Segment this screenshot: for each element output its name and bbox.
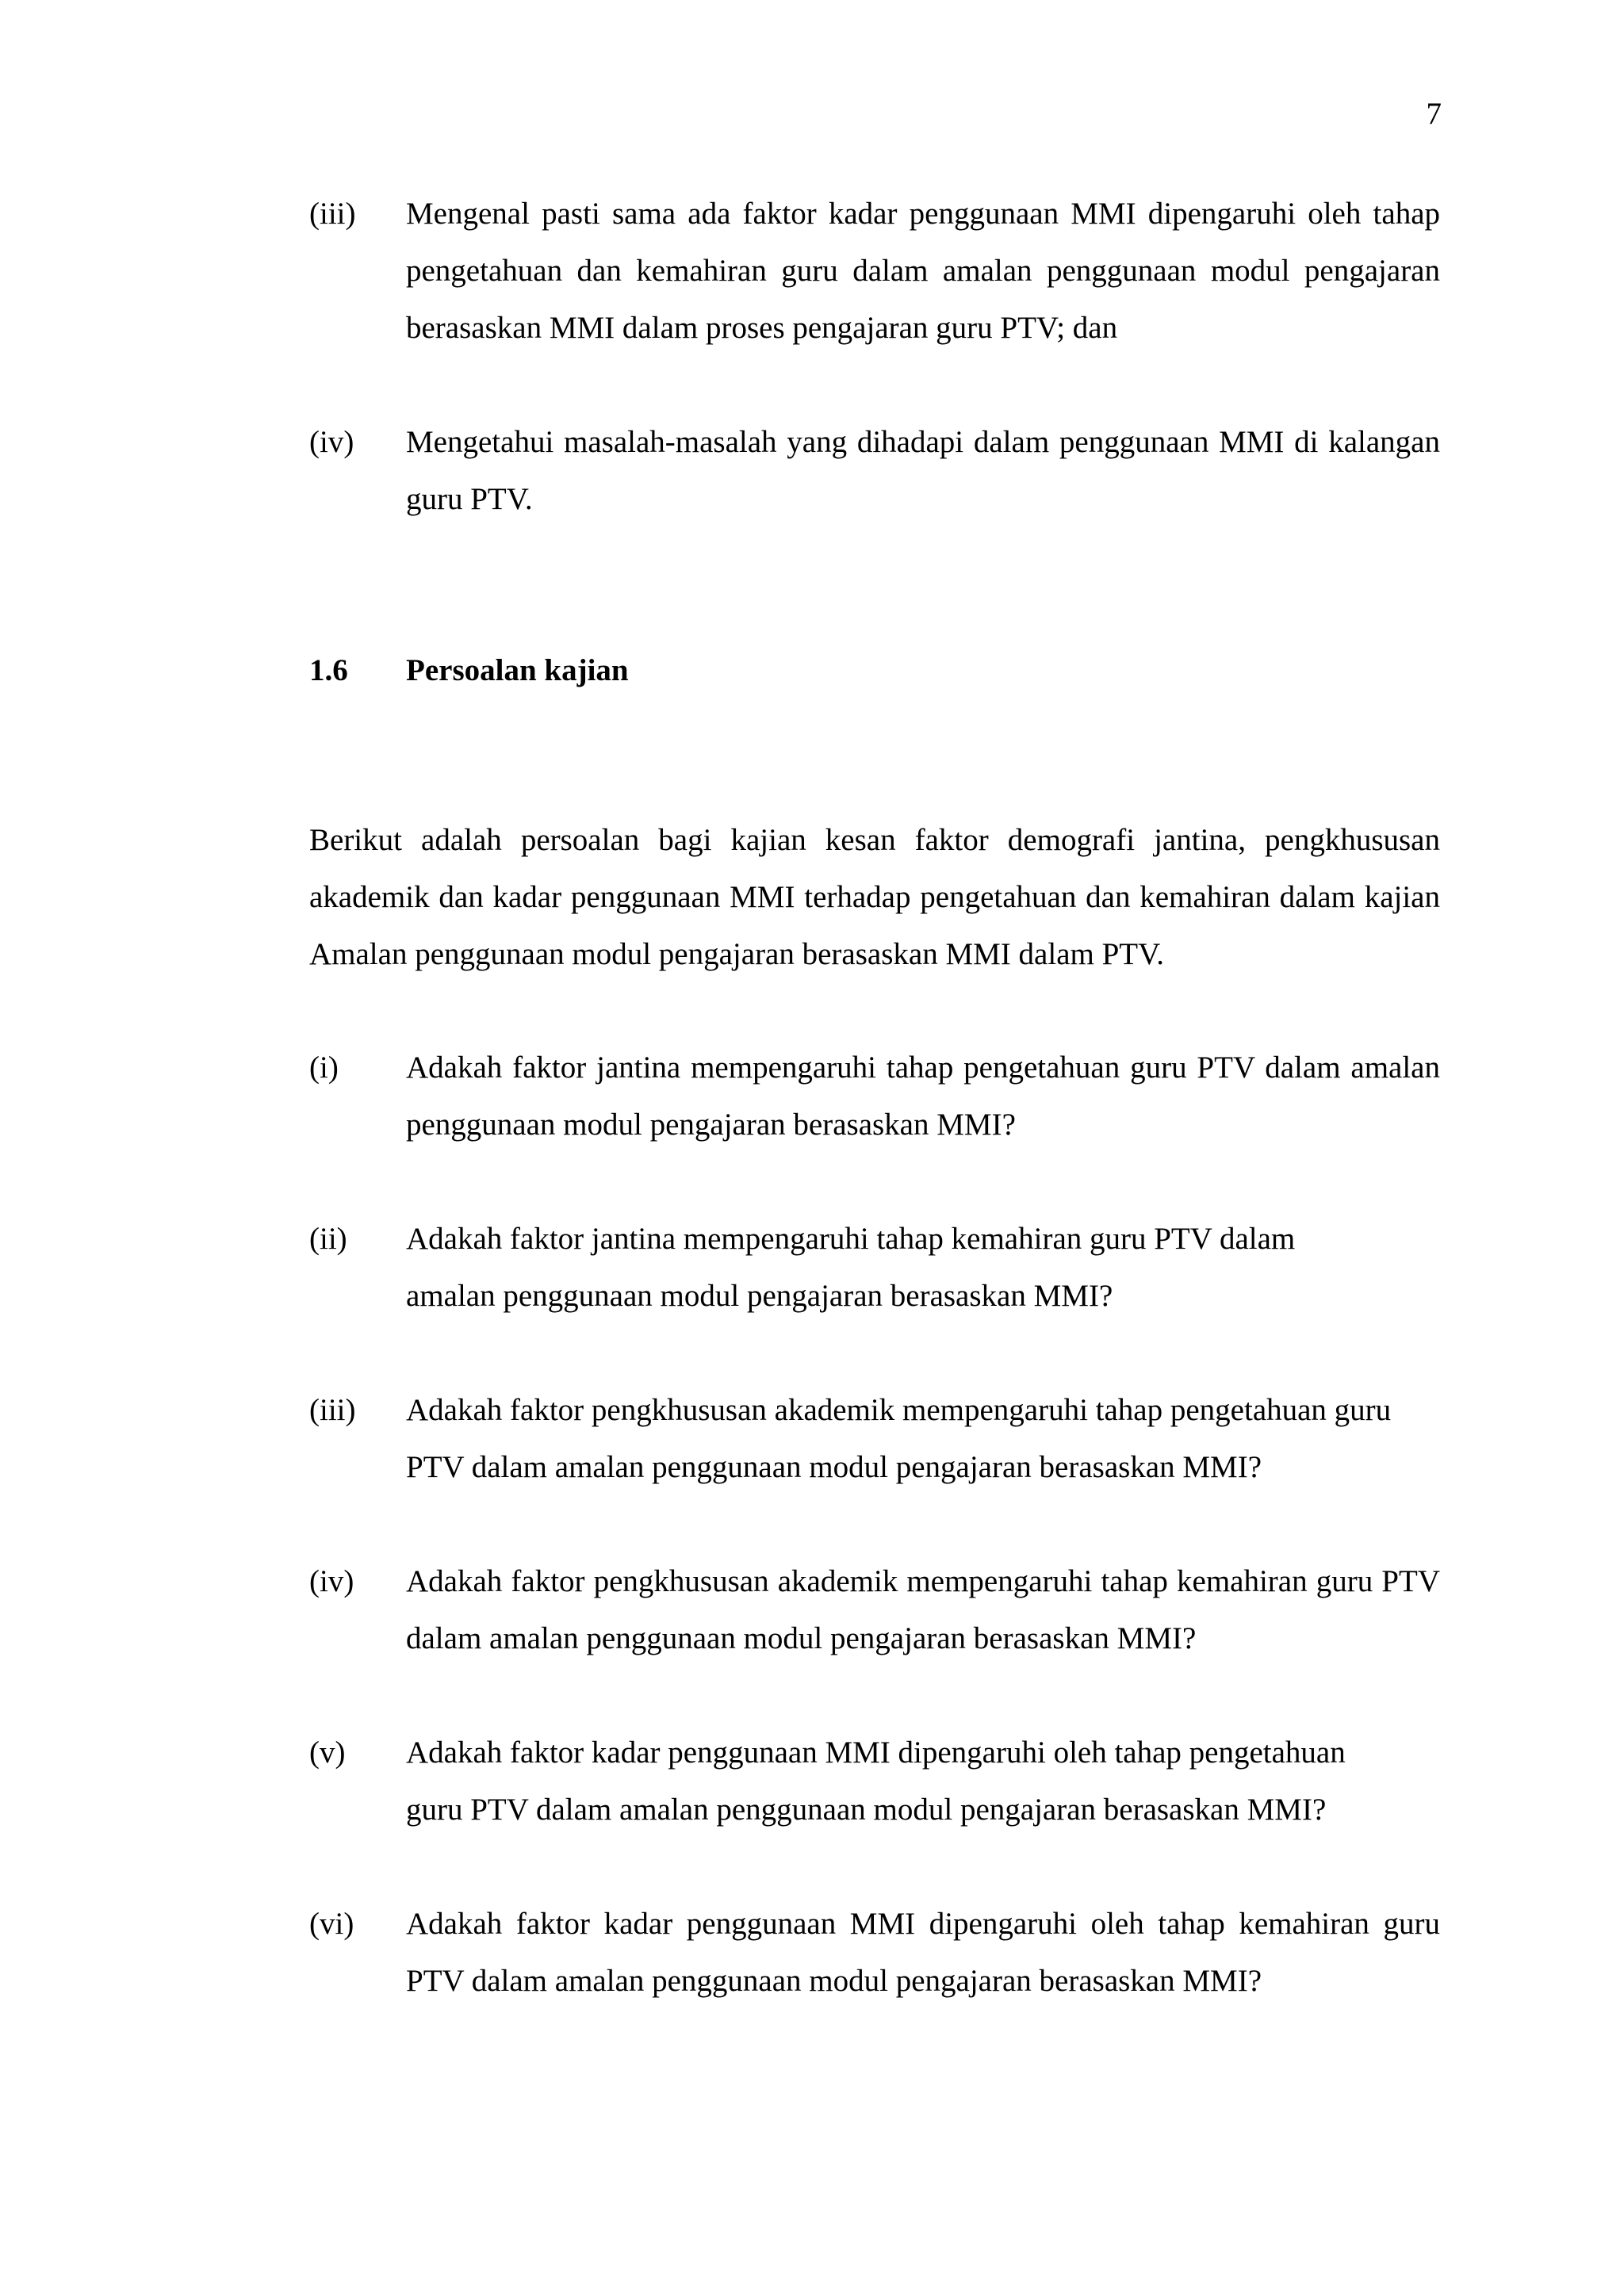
question-number: (ii) xyxy=(309,1222,347,1256)
objective-text: Mengetahui masalah-masalah yang dihadapi dalam penggunaan MMI di kalangan guru PTV. xyxy=(406,425,1440,516)
question-item-ii xyxy=(309,1211,1440,1325)
question-number: (iv) xyxy=(309,1564,354,1598)
question-number: (iii) xyxy=(309,1393,356,1427)
question-item-iv xyxy=(309,1553,1440,1667)
question-text: Adakah faktor pengkhususan akademik mempengaruhi tahap pengetahuan guru PTV dalam amalan penggunaan modul pengajaran berasaskan MMI? xyxy=(406,1393,1392,1484)
objective-number: (iii) xyxy=(309,197,356,231)
question-text: Adakah faktor kadar penggunaan MMI dipengaruhi oleh tahap pengetahuan guru PTV dalam amalan penggunaan modul pengajaran berasaskan MMI? xyxy=(406,1735,1346,1827)
question-text: Adakah faktor kadar penggunaan MMI dipengaruhi oleh tahap kemahiran guru PTV dalam amalan penggunaan modul pengajaran berasaskan MMI? xyxy=(406,1907,1440,1998)
page-number: 7 xyxy=(1426,97,1442,131)
objective-item-iii xyxy=(309,186,1440,357)
question-text: Adakah faktor pengkhususan akademik mempengaruhi tahap kemahiran guru PTV dalam amalan penggunaan modul pengajaran berasaskan MMI? xyxy=(406,1564,1440,1655)
question-number: (v) xyxy=(309,1735,346,1770)
question-text: Adakah faktor jantina mempengaruhi tahap kemahiran guru PTV dalam amalan penggunaan modul pengajaran berasaskan MMI? xyxy=(406,1222,1296,1313)
objective-number: (iv) xyxy=(309,425,354,459)
objective-item-iv xyxy=(309,414,1440,528)
question-item-vi xyxy=(309,1896,1440,2010)
question-number: (i) xyxy=(309,1050,339,1085)
question-text: Adakah faktor jantina mempengaruhi tahap pengetahuan guru PTV dalam amalan penggunaan modul pengajaran berasaskan MMI? xyxy=(406,1050,1440,1142)
section-heading xyxy=(309,642,629,699)
question-number: (vi) xyxy=(309,1907,354,1941)
objective-text: Mengenal pasti sama ada faktor kadar penggunaan MMI dipengaruhi oleh tahap pengetahuan dan kemahiran guru dalam amalan penggunaan modul pengajaran berasaskan MMI dalam proses pengajaran guru PTV; dan xyxy=(406,197,1440,345)
question-item-v xyxy=(309,1724,1440,1839)
intro-paragraph: Berikut adalah persoalan bagi kajian kesan faktor demografi jantina, pengkhususan akademik dan kadar penggunaan MMI terhadap pengetahuan dan kemahiran dalam kajian Amalan penggunaan modul pengajaran berasaskan MMI dalam PTV. xyxy=(309,823,1440,971)
section-title: Persoalan kajian xyxy=(406,653,629,687)
section-number: 1.6 xyxy=(309,653,348,687)
question-item-iii xyxy=(309,1382,1440,1496)
question-item-i xyxy=(309,1039,1440,1154)
